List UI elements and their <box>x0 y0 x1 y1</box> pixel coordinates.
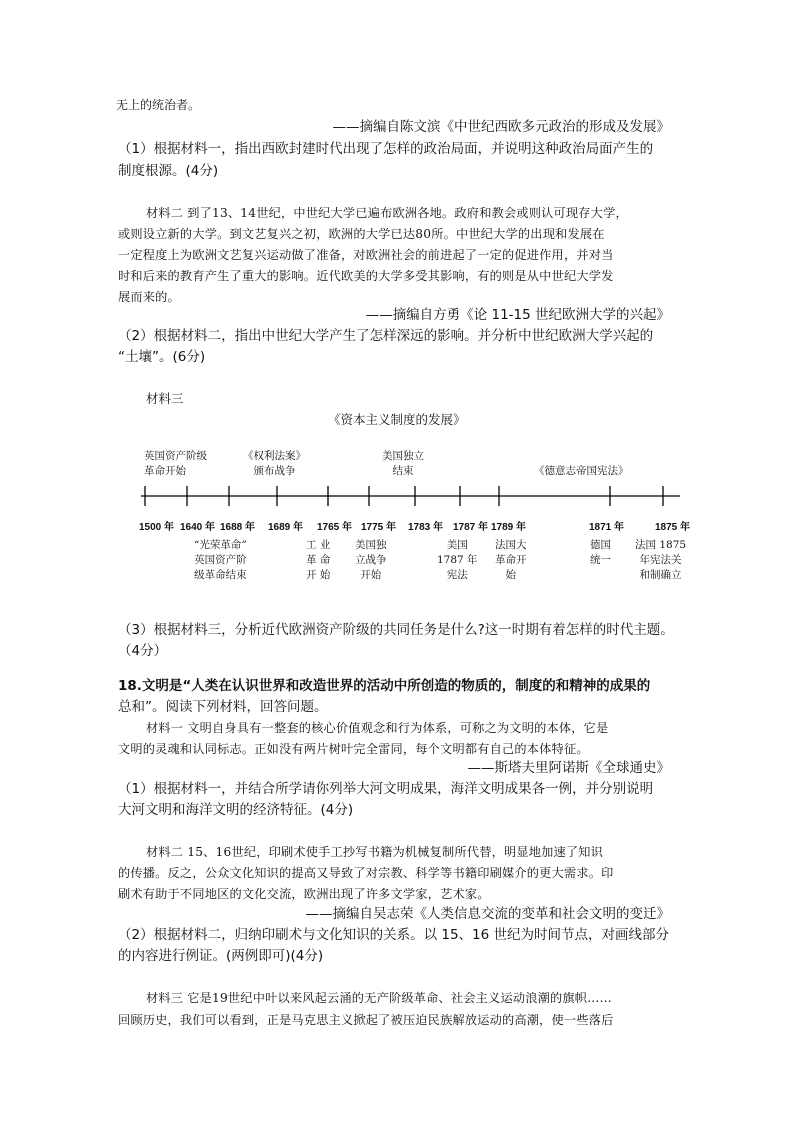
timeline-bottom-label: 德国 统一 <box>590 539 611 566</box>
material-line: 材料一 文明自身具有一整套的核心价值观念和行为体系，可称之为文明的本体，它是 <box>146 721 609 735</box>
timeline-top-label: 英国资产阶级 革命开始 <box>144 450 207 477</box>
material-line: 文明的灵魂和认同标志。正如没有两片树叶完全雷同，每个文明都有自己的本体特征。 <box>118 742 589 756</box>
year-label: 1640 年 <box>180 522 216 533</box>
source-citation: ——摘编自方勇《论 11-15 世纪欧洲大学的兴起》 <box>365 307 670 323</box>
material-line: 材料二 15、16世纪，印刷术使手工抄写书籍为机械复制所代替，明显地加速了知识 <box>146 845 604 859</box>
text-line: 无上的统治者。 <box>116 98 201 112</box>
source-citation: ——斯塔夫里阿诺斯《全球通史》 <box>467 760 670 776</box>
material-line: 材料三 它是19世纪中叶以来风起云涌的无产阶级革命、社会主义运动浪潮的旗帜…… <box>146 991 612 1005</box>
question-line: （2）根据材料二，归纳印刷术与文化知识的关系。以 15、16 世纪为时间节点，对画线部分 <box>118 927 670 943</box>
year-label: 1688 年 <box>220 522 256 533</box>
year-label: 1875 年 <box>655 522 691 533</box>
timeline-title: 《资本主义制度的发展》 <box>328 412 466 427</box>
timeline-top-label: 美国独立 结束 <box>382 450 424 477</box>
material-label: 材料三 <box>146 391 184 406</box>
year-label: 1789 年 <box>491 522 527 533</box>
timeline-top-label: 《权利法案》 颁布战争 <box>243 450 306 477</box>
question-line: （2）根据材料二，指出中世纪大学产生了怎样深远的影响。并分析中世纪欧洲大学兴起的 <box>118 328 654 344</box>
timeline-top-label: 《德意志帝国宪法》 <box>534 465 629 477</box>
timeline-bottom-label: 工 业 革 命 开 始 <box>306 539 331 581</box>
question-line: 总和”。阅读下列材料，回答问题。 <box>118 699 328 715</box>
timeline-axis <box>135 484 685 512</box>
question-line: 的内容进行例证。(两例即可)(4分) <box>118 948 324 964</box>
source-citation: ——摘编自吴志荣《人类信息交流的变革和社会文明的变迁》 <box>305 906 670 922</box>
question-line: 制度根源。(4分) <box>118 163 219 179</box>
material-line: 的传播。反之，公众文化知识的提高又导致了对宗教、科学等书籍印刷媒介的更大需求。印 <box>118 866 614 880</box>
material-line: 一定程度上为欧洲文艺复兴运动做了准备，对欧洲社会的前进起了一定的促进作用，并对当 <box>118 248 614 262</box>
source-citation: ——摘编自陈文滨《中世纪西欧多元政治的形成及发展》 <box>332 119 670 135</box>
year-label: 1765 年 <box>317 522 353 533</box>
timeline-bottom-label: 法国 1875 年宪法关 和制确立 <box>635 539 687 581</box>
question-line: （1）根据材料一，并结合所学请你列举大河文明成果，海洋文明成果各一例，并分别说明 <box>118 781 654 797</box>
material-line: 时和后来的教育产生了重大的影响。近代欧美的大学多受其影响，有的则是从中世纪大学发 <box>118 269 614 283</box>
material-line: 刷术有助于不同地区的文化交流，欧洲出现了许多文学家，艺术家。 <box>118 887 490 901</box>
year-label: 1783 年 <box>408 522 444 533</box>
question-line: （4分） <box>118 643 168 659</box>
timeline-bottom-label: 美国独 立战争 开始 <box>355 539 387 581</box>
timeline-bottom-label: 法国大 革命开 始 <box>495 539 527 581</box>
question-line: “土壤”。(6分) <box>118 349 206 365</box>
question-line: （3）根据材料三，分析近代欧洲资产阶级的共同任务是什么?这一时期有着怎样的时代主题。 <box>118 622 674 638</box>
timeline-bottom-label: 美国 1787 年 宪法 <box>437 539 478 581</box>
year-label: 1871 年 <box>589 522 625 533</box>
material-line: 材料二 到了13、14世纪，中世纪大学已遍布欧洲各地。政府和教会或则认可现存大学， <box>146 206 628 220</box>
material-line: 展而来的。 <box>118 290 180 304</box>
year-label: 1787 年 <box>453 522 489 533</box>
question-line: 大河文明和海洋文明的经济特征。(4分) <box>118 802 354 818</box>
material-line: 或则设立新的大学。到文艺复兴之初，欧洲的大学已达80所。中世纪大学的出现和发展在 <box>118 227 605 241</box>
year-label: 1775 年 <box>361 522 397 533</box>
year-label: 1689 年 <box>268 522 304 533</box>
question-18-intro: 18.文明是“人类在认识世界和改造世界的活动中所创造的物质的，制度的和精神的成果的 <box>118 678 651 694</box>
year-label: 1500 年 <box>139 522 175 533</box>
question-line: （1）根据材料一，指出西欧封建时代出现了怎样的政治局面，并说明这种政治局面产生的 <box>118 141 654 157</box>
material-line: 回顾历史，我们可以看到，正是马克思主义掀起了被压迫民族解放运动的高潮，使一些落后 <box>118 1013 614 1027</box>
timeline-bottom-label: “光荣革命” 英国资产阶 级革命结束 <box>194 539 247 581</box>
